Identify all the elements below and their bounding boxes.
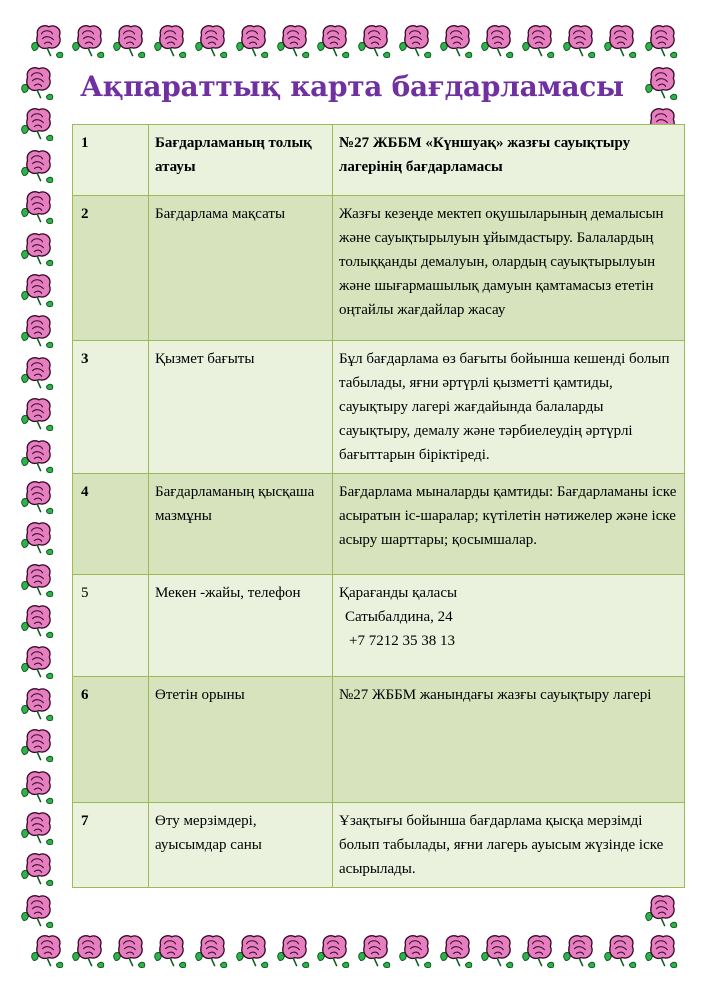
rose-icon <box>18 105 56 143</box>
address-cell <box>333 575 685 677</box>
rose-icon <box>519 932 557 970</box>
rose-icon <box>151 22 189 60</box>
rose-icon <box>396 22 434 60</box>
address-city: Қарағанды қаласы <box>339 585 458 601</box>
table-row <box>73 803 685 888</box>
rose-icon <box>18 643 56 681</box>
rose-icon <box>560 22 598 60</box>
rose-icon <box>151 932 189 970</box>
row-value: Ұзақтығы бойынша бағдарлама қысқа мерзімді болып табылады, яғни лагерь ауысым жүзінде іске асырылады. <box>333 803 685 888</box>
row-value: Бағдарлама мыналарды қамтиды: Бағдарламаны іске асыратын іс-шаралар; күтілетін нәтижелер және іске асыру шарттары; қосымшалар. <box>333 474 685 575</box>
rose-icon <box>519 22 557 60</box>
row-label: Бағдарлама мақсаты <box>149 196 333 341</box>
rose-icon <box>18 602 56 640</box>
rose-icon <box>18 312 56 350</box>
rose-icon <box>437 22 475 60</box>
rose-icon <box>18 188 56 226</box>
row-number: 7 <box>73 803 149 888</box>
rose-icon <box>28 22 66 60</box>
rose-border-top <box>28 22 680 64</box>
row-value: Бұл бағдарлама өз бағыты бойынша кешенді болып табылады, яғни әртүрлі қызметті қамтиды, сауықтыру лагері жағдайында балаларды сауықтыру, демалу және тәрбиелеудің әртүрлі бағыттарын біріктіреді. <box>333 341 685 474</box>
rose-icon <box>478 932 516 970</box>
row-number: 6 <box>73 677 149 803</box>
rose-icon <box>18 685 56 723</box>
rose-icon <box>314 932 352 970</box>
rose-icon <box>314 22 352 60</box>
address-street: Сатыбалдина, 24 <box>345 609 453 625</box>
rose-icon <box>18 478 56 516</box>
rose-icon <box>642 64 680 102</box>
rose-icon <box>396 932 434 970</box>
row-number: 3 <box>73 341 149 474</box>
row-value: №27 ЖББМ «Күншуақ» жазғы сауықтыру лагерінің бағдарламасы <box>333 125 685 196</box>
rose-icon <box>18 147 56 185</box>
row-label: Мекен -жайы, телефон <box>149 575 333 677</box>
rose-icon <box>110 932 148 970</box>
rose-icon <box>437 932 475 970</box>
rose-border-bottom <box>28 932 680 974</box>
table-row <box>73 474 685 575</box>
rose-icon <box>18 561 56 599</box>
rose-icon <box>18 230 56 268</box>
rose-icon <box>478 22 516 60</box>
rose-border-left <box>18 64 62 930</box>
row-label: Өту мерзімдері, ауысымдар саны <box>149 803 333 888</box>
row-label: Бағдарламаның толық атауы <box>149 125 333 196</box>
row-value: Жазғы кезеңде мектеп оқушыларының демалысын және сауықтырылуын ұйымдастыру. Балалардың толыққанды демалуын, олардың сауықтырылуын және шығармашылық дамуын қамтамасыз ететін оңтайлы жағдайлар жасау <box>333 196 685 341</box>
rose-icon <box>18 271 56 309</box>
rose-icon <box>18 519 56 557</box>
rose-icon <box>601 932 639 970</box>
rose-icon <box>110 22 148 60</box>
table-row <box>73 575 685 677</box>
rose-icon <box>355 932 393 970</box>
rose-icon <box>18 809 56 847</box>
row-number: 4 <box>73 474 149 575</box>
row-value: №27 ЖББМ жанындағы жазғы сауықтыру лагері <box>333 677 685 803</box>
table-row <box>73 341 685 474</box>
address-phone: +7 7212 35 38 13 <box>349 633 455 649</box>
document-title: Ақпараттық карта бағдарламасы <box>80 70 624 103</box>
row-label: Қызмет бағыты <box>149 341 333 474</box>
rose-icon <box>560 932 598 970</box>
rose-icon <box>18 726 56 764</box>
rose-icon <box>18 850 56 888</box>
table-row <box>73 677 685 803</box>
rose-icon <box>18 892 56 930</box>
rose-icon <box>355 22 393 60</box>
row-number: 2 <box>73 196 149 341</box>
rose-icon <box>18 768 56 806</box>
row-number: 5 <box>73 575 149 677</box>
rose-icon <box>192 22 230 60</box>
row-label: Бағдарламаның қысқаша мазмұны <box>149 474 333 575</box>
rose-icon <box>18 354 56 392</box>
row-number: 1 <box>73 125 149 196</box>
rose-icon <box>18 64 56 102</box>
rose-icon <box>601 22 639 60</box>
rose-icon <box>69 22 107 60</box>
rose-icon <box>642 892 680 930</box>
rose-icon <box>18 395 56 433</box>
row-label: Өтетін орыны <box>149 677 333 803</box>
rose-icon <box>233 22 271 60</box>
rose-icon <box>28 932 66 970</box>
rose-icon <box>274 932 312 970</box>
rose-icon <box>233 932 271 970</box>
rose-icon <box>192 932 230 970</box>
rose-icon <box>18 437 56 475</box>
rose-icon <box>69 932 107 970</box>
rose-icon <box>274 22 312 60</box>
table-row <box>73 196 685 341</box>
rose-icon <box>642 22 680 60</box>
program-info-table <box>72 124 685 888</box>
rose-icon <box>642 932 680 970</box>
table-row <box>73 125 685 196</box>
